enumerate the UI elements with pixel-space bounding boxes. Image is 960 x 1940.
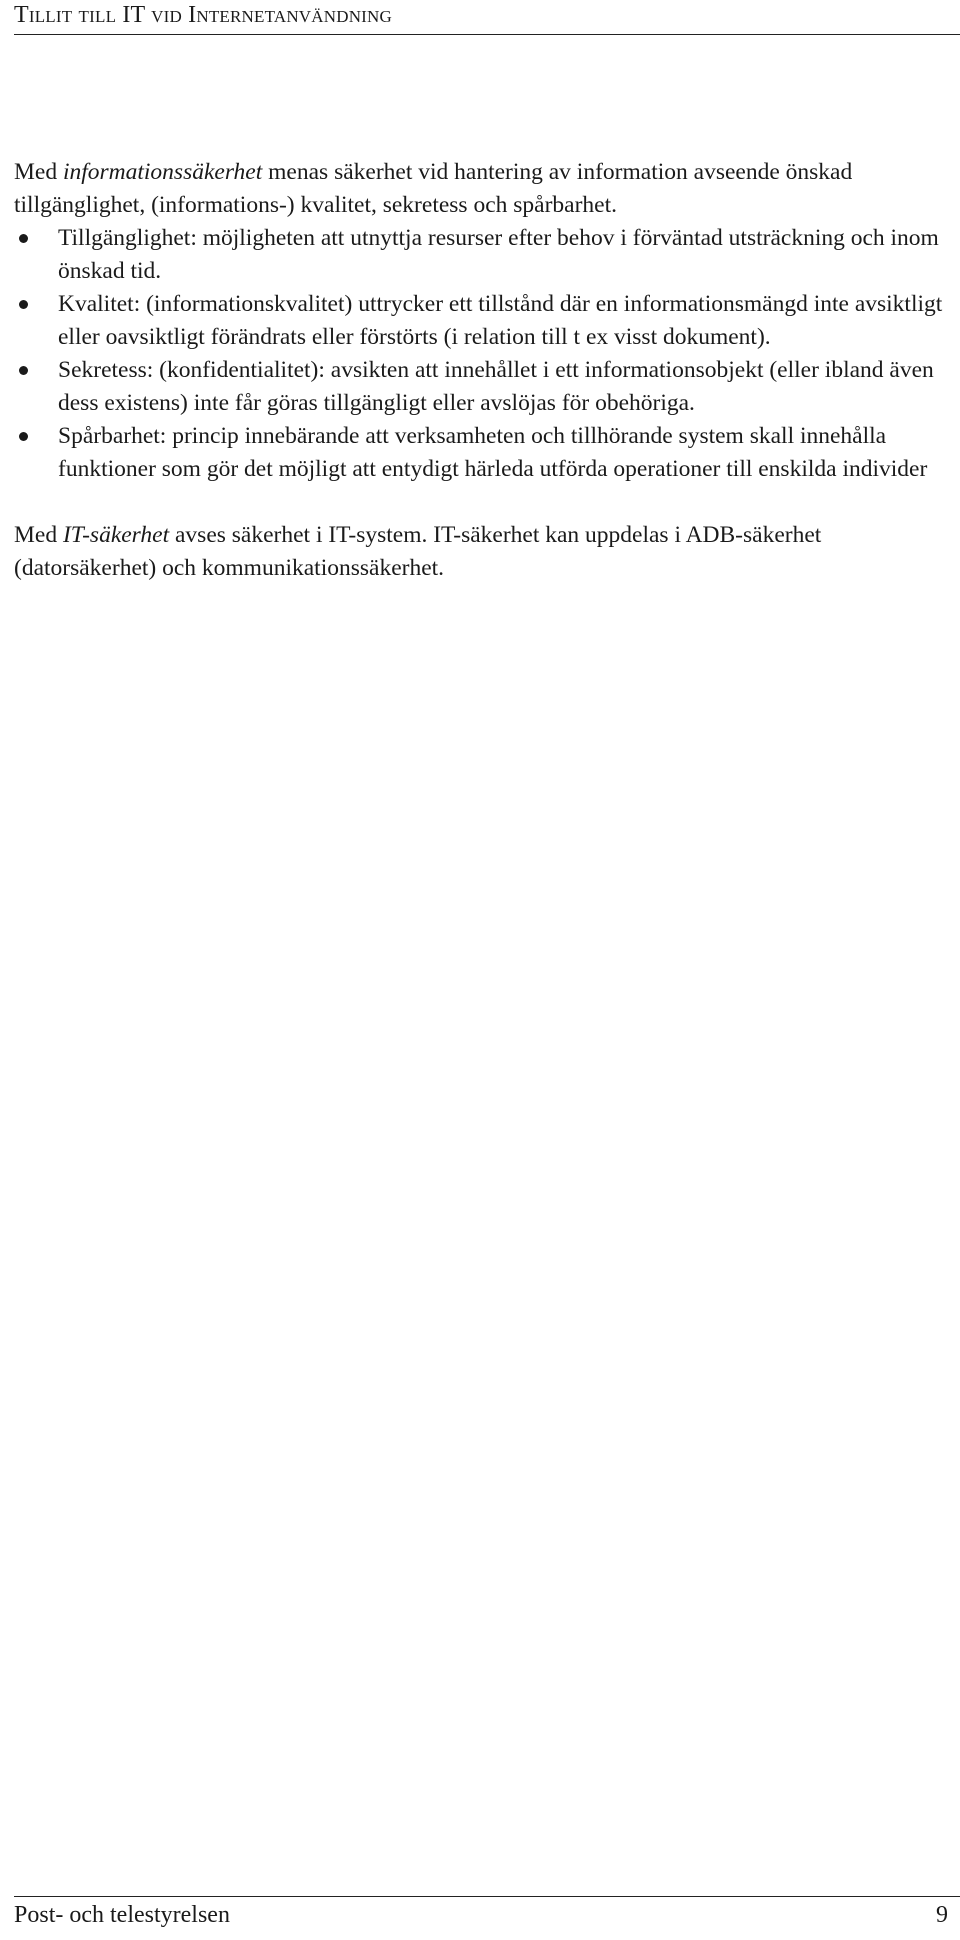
- bullet-icon: [19, 234, 28, 243]
- intro-lead: Med: [14, 159, 63, 185]
- page-footer: [14, 1896, 960, 1940]
- page-content: [14, 156, 946, 585]
- list-item: [14, 354, 946, 420]
- page-number: 9: [936, 1902, 948, 1928]
- page-header: [14, 0, 960, 35]
- header-title: Tillit till IT vid Internetanvändning: [14, 2, 392, 28]
- footer-publisher: Post- och telestyrelsen: [14, 1902, 230, 1928]
- intro-rest: menas säkerhet vid hantering av information avseende önskad tillgänglighet, (informations-) kvalitet, sekretess och spårbarhet.: [14, 159, 853, 218]
- list-item-text: Tillgänglighet: möjligheten att utnyttja resurser efter behov i förväntad utsträckning och inom önskad tid.: [58, 225, 939, 284]
- definition-list: [14, 222, 946, 486]
- list-item-text: Kvalitet: (informationskvalitet) uttrycker ett tillstånd där en informationsmängd inte avsiktligt eller oavsiktligt förändrats eller förstörts (i relation till t ex visst dokument).: [58, 291, 943, 350]
- second-lead: Med: [14, 522, 63, 548]
- intro-term: informationssäkerhet: [62, 159, 263, 185]
- it-security-paragraph: [14, 519, 946, 585]
- bullet-icon: [19, 300, 28, 309]
- intro-paragraph: [14, 156, 946, 222]
- list-item: [14, 288, 946, 354]
- second-term: IT-säkerhet: [62, 522, 170, 548]
- list-item: [14, 222, 946, 288]
- bullet-icon: [19, 366, 28, 375]
- bullet-icon: [19, 432, 28, 441]
- list-item-text: Spårbarhet: princip innebärande att verksamheten och tillhörande system skall innehålla funktioner som gör det möjligt att entydigt härleda utförda operationer till enskilda individer: [58, 423, 928, 482]
- list-item: [14, 420, 946, 486]
- second-rest: avses säkerhet i IT-system. IT-säkerhet kan uppdelas i ADB-säkerhet (datorsäkerhet) och kommunikationssäkerhet.: [14, 522, 822, 581]
- list-item-text: Sekretess: (konfidentialitet): avsikten att innehållet i ett informationsobjekt (eller ibland även dess existens) inte får göras tillgängligt eller avslöjas för obehöriga.: [58, 357, 934, 416]
